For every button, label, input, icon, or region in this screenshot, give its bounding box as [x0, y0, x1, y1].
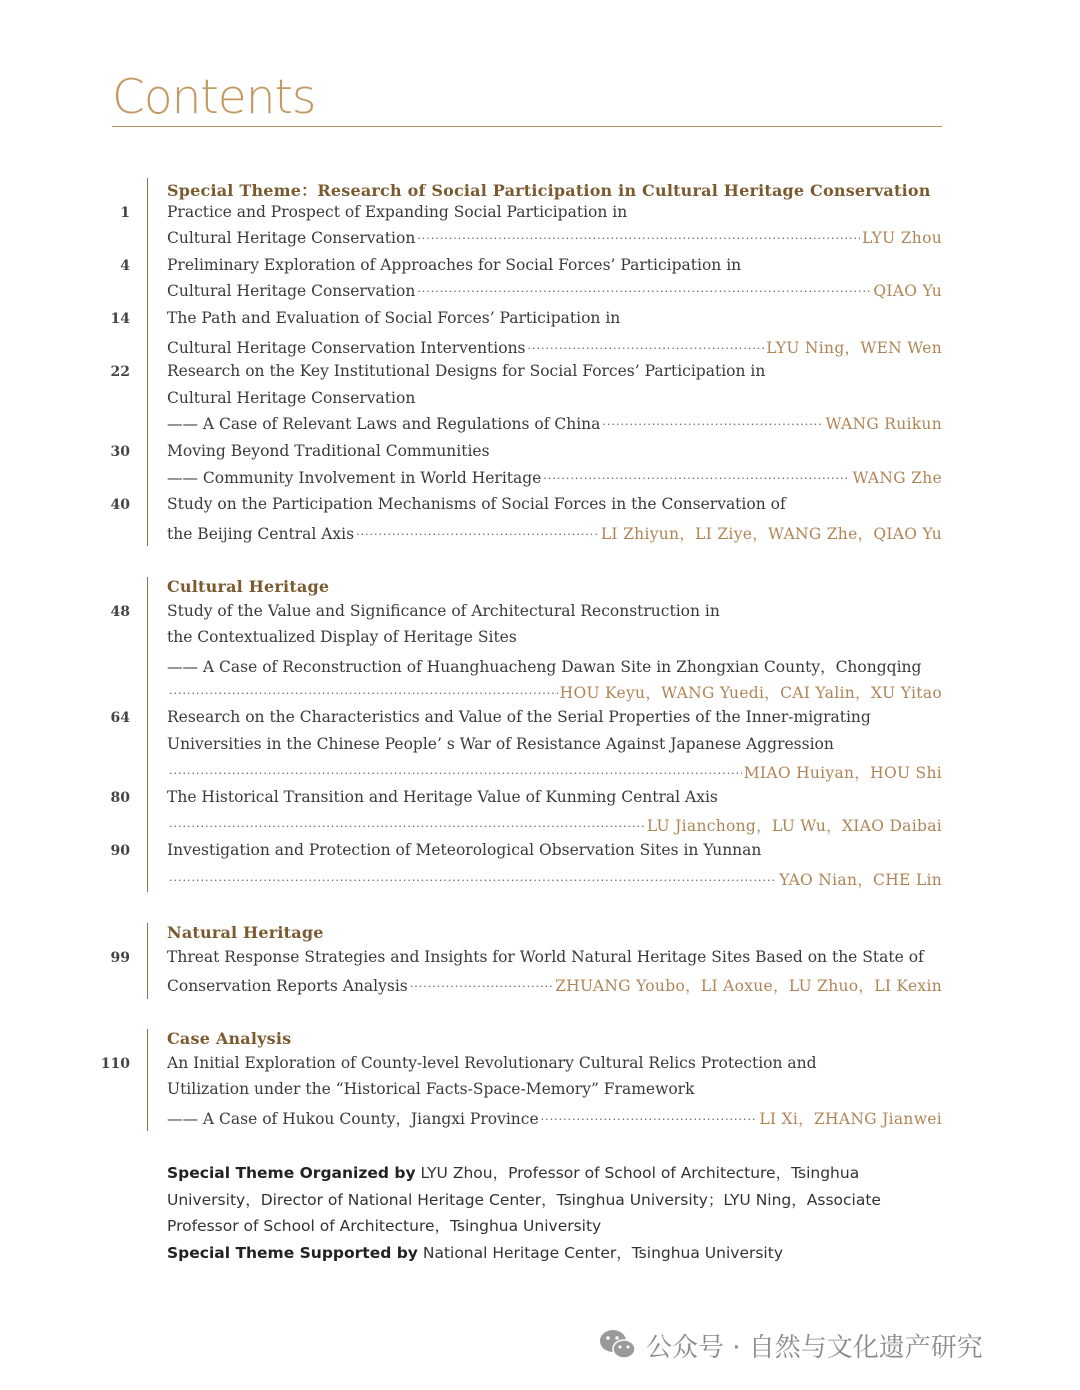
- entry-title-line: Utilization under the “Historical Facts-Space-Memory” Framework: [167, 1080, 695, 1099]
- leader-dots: [356, 528, 599, 541]
- entry-authors: WANG Ruikun: [825, 415, 942, 434]
- entry-line[interactable]: [167, 974, 942, 1000]
- entry-title-line: Universities in the Chinese People’ s War of Resistance Against Japanese Aggression: [167, 734, 834, 753]
- page-number-text: 48: [110, 603, 130, 620]
- page-number-text: 4: [120, 257, 130, 274]
- entry-line[interactable]: [167, 229, 942, 255]
- organized-label: Special Theme Organized by: [167, 1164, 416, 1182]
- entry-title-line: Study on the Participation Mechanisms of Social Forces in the Conservation of: [167, 495, 786, 514]
- entry-title-line: Conservation Reports Analysis: [167, 977, 408, 996]
- supported-text: National Heritage Center，Tsinghua University: [417, 1243, 783, 1262]
- entry-line: [167, 309, 942, 335]
- entry-authors: LU Jianchong，LU Wu，XIAO Daibai: [646, 817, 942, 836]
- leader-dots: [169, 687, 558, 700]
- page-number-text: 14: [110, 311, 130, 327]
- entry-title-line: Cultural Heritage Conservation: [167, 388, 416, 407]
- page-number: [0, 311, 130, 327]
- entry-line[interactable]: [167, 282, 942, 308]
- entry-authors: LYU Zhou: [862, 229, 942, 248]
- page-number: [0, 604, 130, 620]
- leader-dots: [417, 285, 871, 298]
- page-number-text: 30: [110, 444, 130, 460]
- page-number: [0, 205, 130, 221]
- leader-dots: [528, 342, 765, 355]
- wechat-icon: [598, 1328, 638, 1362]
- entry-line: [167, 256, 942, 282]
- entry-line: [167, 362, 942, 388]
- entry-line[interactable]: [167, 814, 942, 840]
- section-heading: Special Theme：Research of Social Participation in Cultural Heritage Conservation: [167, 181, 931, 200]
- leader-dots: [543, 472, 850, 485]
- entry-title-line: Cultural Heritage Conservation: [167, 282, 416, 301]
- entry-line: [167, 1054, 942, 1080]
- section-heading: Cultural Heritage: [167, 577, 330, 596]
- entry-title-line: Study of the Value and Significance of Architectural Reconstruction in: [167, 601, 720, 620]
- entry-line: [167, 442, 942, 468]
- page-number-text: 90: [110, 843, 130, 859]
- entry-line[interactable]: [167, 1107, 942, 1133]
- page-number-text: 22: [110, 364, 130, 381]
- page-number: [0, 950, 130, 966]
- entry-line[interactable]: [167, 469, 942, 495]
- leader-dots: [602, 418, 823, 431]
- entry-line: [167, 203, 942, 229]
- entry-authors: LI Zhiyun，LI Ziye，WANG Zhe，QIAO Yu: [600, 524, 942, 543]
- page-number: [0, 444, 130, 460]
- entry-authors: WANG Zhe: [852, 468, 942, 487]
- title-divider: [112, 126, 942, 127]
- entry-title-line: the Beijing Central Axis: [167, 524, 355, 543]
- entry-title-line: the Contextualized Display of Heritage Sites: [167, 628, 517, 647]
- entry-title-line: Cultural Heritage Conservation Interventions: [167, 338, 526, 357]
- entry-subtitle: —— A Case of Reconstruction of Huanghuacheng Dawan Site in Zhongxian County，Chongqing: [167, 657, 922, 676]
- credits: [167, 1160, 942, 1266]
- page-number: [0, 843, 130, 859]
- entry-title-line: Research on the Characteristics and Value of the Serial Properties of the Inner-migrating: [167, 708, 871, 726]
- page-number-text: 40: [110, 497, 130, 514]
- entry-title-line: Preliminary Exploration of Approaches for Social Forces’ Participation in: [167, 255, 742, 274]
- watermark: [598, 1326, 983, 1364]
- entry-line[interactable]: [167, 336, 942, 362]
- page-number-text: 80: [110, 789, 130, 806]
- entry-authors: YAO Nian，CHE Lin: [779, 870, 942, 889]
- page-number-text: 99: [110, 949, 130, 966]
- entry-line: [167, 708, 942, 734]
- page-number: [0, 790, 130, 806]
- entry-line: [167, 735, 942, 761]
- leader-dots: [169, 874, 777, 887]
- section-rule: [147, 1029, 148, 1131]
- entry-title-line: Research on the Key Institutional Designs for Social Forces’ Participation in: [167, 362, 766, 381]
- entry-authors: HOU Keyu，WANG Yuedi，CAI Yalin，XU Yitao: [559, 684, 942, 703]
- entry-line[interactable]: [167, 522, 942, 548]
- page-number: [0, 497, 130, 513]
- entry-title-line: Cultural Heritage Conservation: [167, 229, 416, 248]
- page-number: [0, 1056, 130, 1072]
- entry-title-line: Threat Response Strategies and Insights for World Natural Heritage Sites Based on the State of: [167, 947, 924, 966]
- leader-dots: [541, 1113, 758, 1126]
- section-rule: [147, 923, 148, 999]
- entry-authors: LYU Ning，WEN Wen: [766, 338, 942, 357]
- entry-line: [167, 948, 942, 974]
- leader-dots: [410, 980, 553, 993]
- entry-subtitle: —— A Case of Relevant Laws and Regulations of China: [167, 415, 601, 434]
- leader-dots: [169, 767, 742, 780]
- entry-line[interactable]: [167, 761, 942, 787]
- entry-line: [167, 495, 942, 521]
- entry-title-line: An Initial Exploration of County-level Revolutionary Cultural Relics Protection and: [167, 1053, 817, 1072]
- entry-authors: MIAO Huiyan，HOU Shi: [743, 764, 942, 783]
- entry-authors: QIAO Yu: [873, 282, 942, 301]
- entry-line[interactable]: [167, 415, 942, 441]
- entry-line: [167, 602, 942, 628]
- entry-title-line: The Path and Evaluation of Social Forces’ Participation in: [167, 309, 621, 327]
- entry-authors: ZHUANG Youbo，LI Aoxue，LU Zhuo，LI Kexin: [555, 977, 942, 996]
- leader-dots: [417, 232, 860, 245]
- entry-line[interactable]: [167, 868, 942, 894]
- entry-title-line: Practice and Prospect of Expanding Social Participation in: [167, 202, 628, 221]
- entry-title-line: The Historical Transition and Heritage Value of Kunming Central Axis: [167, 787, 718, 806]
- section-rule: [147, 178, 148, 546]
- page-number-text: 110: [100, 1055, 130, 1072]
- entry-line: [167, 841, 942, 867]
- entry-line: [167, 1080, 942, 1106]
- entry-subtitle: —— Community Involvement in World Heritage: [167, 468, 542, 487]
- entry-authors: LI Xi，ZHANG Jianwei: [759, 1109, 942, 1128]
- entry-line: [167, 628, 942, 654]
- section-rule: [147, 577, 148, 892]
- page-number-text: 64: [110, 710, 130, 726]
- section-heading: Case Analysis: [167, 1029, 292, 1048]
- entry-title-line: Moving Beyond Traditional Communities: [167, 442, 490, 460]
- entry-line: [167, 389, 942, 415]
- entry-subtitle: —— A Case of Hukou County，Jiangxi Province: [167, 1109, 539, 1128]
- page-number-text: 1: [120, 204, 130, 221]
- page-number: [0, 258, 130, 274]
- entry-line: [167, 655, 942, 681]
- supported-label: Special Theme Supported by: [167, 1243, 418, 1262]
- page-number: [0, 710, 130, 726]
- page-number: [0, 364, 130, 380]
- entry-line: [167, 788, 942, 814]
- watermark-text: 公众号 · 自然与文化遗产研究: [646, 1332, 983, 1363]
- entry-title-line: Investigation and Protection of Meteorological Observation Sites in Yunnan: [167, 841, 762, 859]
- page-title: Contents: [112, 70, 316, 125]
- leader-dots: [169, 820, 645, 833]
- organized-text: LYU Zhou，Professor of School of Architecture，Tsinghua University，Director of National Heritage Center，Tsinghua University；LYU Ning，Associate Professor of School of Architecture，Tsinghua University: [167, 1164, 881, 1235]
- section-heading: Natural Heritage: [167, 923, 324, 942]
- entry-line[interactable]: [167, 681, 942, 707]
